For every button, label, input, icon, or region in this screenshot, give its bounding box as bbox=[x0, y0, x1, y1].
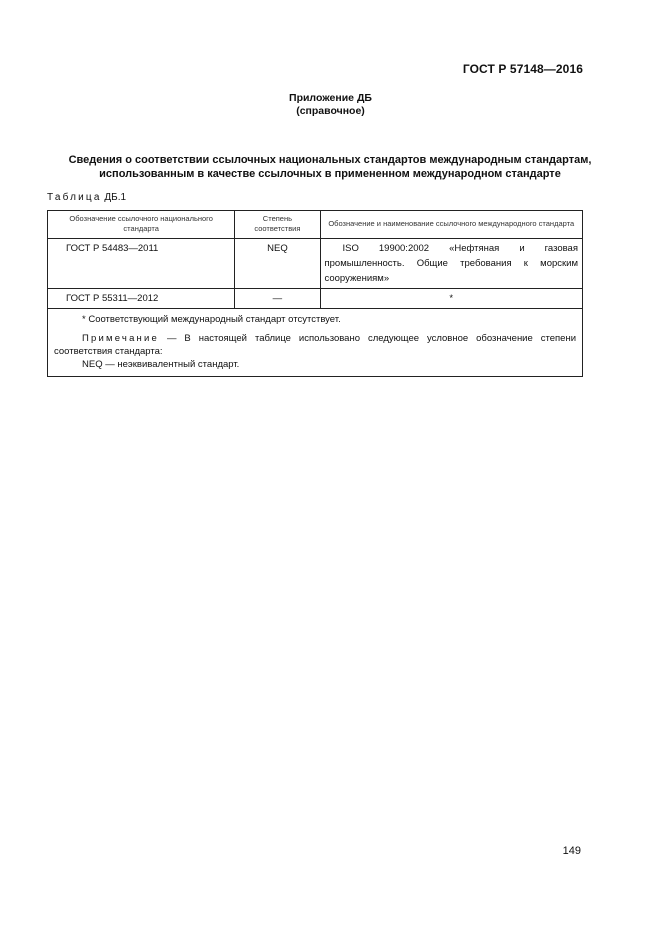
column-header-degree: Степень соответствия bbox=[235, 211, 320, 239]
note-text: — В настоящей таблице использовано следующее условное обозначение степени соответствия стандарта: bbox=[54, 333, 576, 357]
table-caption-number: ДБ.1 bbox=[104, 192, 127, 203]
cell-national-standard: ГОСТ Р 54483—2011 bbox=[48, 239, 235, 289]
note-label: Примечание bbox=[82, 333, 159, 344]
table-caption bbox=[47, 192, 126, 203]
neq-definition: NEQ — неэквивалентный стандарт. bbox=[82, 359, 240, 370]
appendix-title: Приложение ДБ bbox=[289, 92, 372, 104]
cell-degree: NEQ bbox=[235, 239, 320, 289]
cell-degree: — bbox=[235, 289, 320, 309]
appendix-subtitle: (справочное) bbox=[296, 105, 365, 117]
reference-standards-table bbox=[47, 210, 583, 377]
footnote-cell bbox=[48, 309, 583, 377]
section-title-line-2: использованным в качестве ссылочных в примененном международном стандарте bbox=[99, 168, 561, 180]
cell-international-standard: ISO 19900:2002 «Нефтяная и газовая промышленность. Общие требования к морским сооружениям» bbox=[320, 239, 583, 289]
standard-code: ГОСТ Р 57148—2016 bbox=[462, 62, 583, 76]
section-title bbox=[40, 153, 620, 181]
cell-international-standard: * bbox=[320, 289, 583, 309]
table-caption-label: Таблица bbox=[47, 192, 102, 203]
table-header-row bbox=[48, 211, 583, 239]
footnote-text: * Соответствующий международный стандарт отсутствует. bbox=[82, 314, 341, 325]
table-row bbox=[48, 289, 583, 309]
section-title-line-1: Сведения о соответствии ссылочных национальных стандартов международным стандартам, bbox=[68, 154, 592, 166]
column-header-national: Обозначение ссылочного национального стандарта bbox=[48, 211, 235, 239]
page-number: 149 bbox=[562, 845, 581, 857]
appendix-heading bbox=[0, 92, 661, 118]
table-row bbox=[48, 239, 583, 289]
table-note bbox=[54, 332, 576, 358]
cell-national-standard: ГОСТ Р 55311—2012 bbox=[48, 289, 235, 309]
column-header-international: Обозначение и наименование ссылочного международного стандарта bbox=[320, 211, 583, 239]
table-footnote-row bbox=[48, 309, 583, 377]
